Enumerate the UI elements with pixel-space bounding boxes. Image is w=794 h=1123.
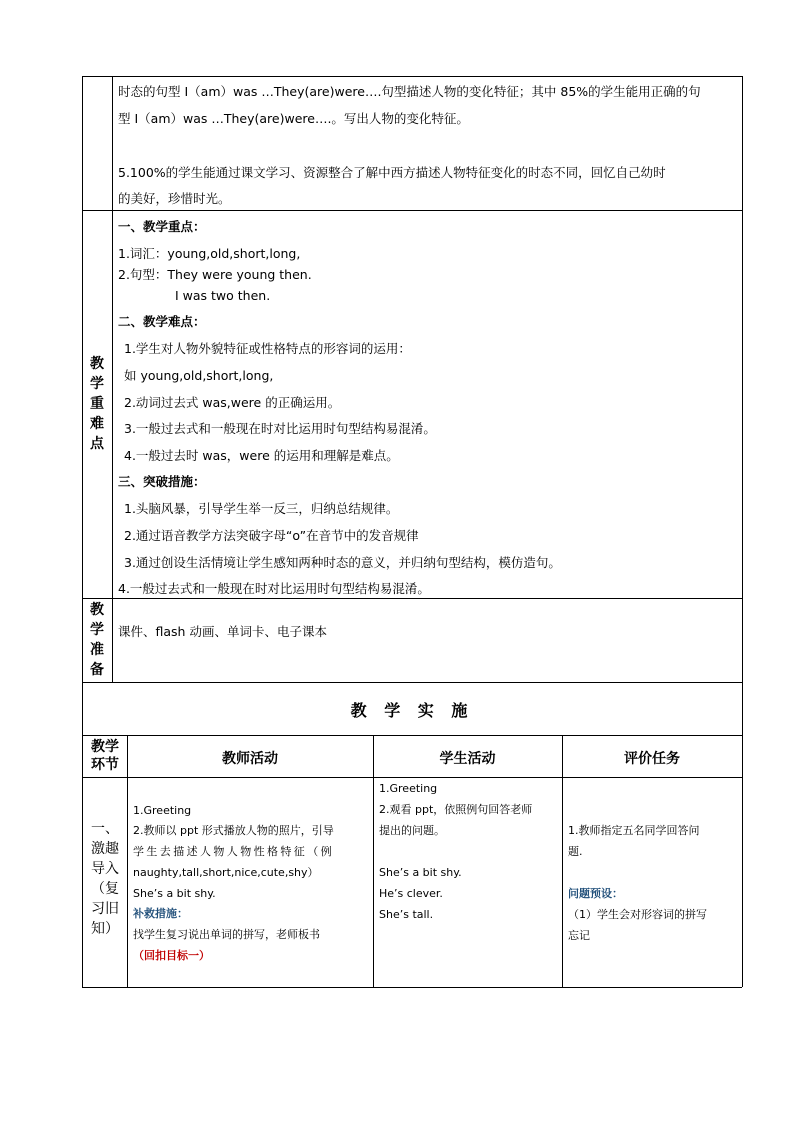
table-border: [82, 76, 83, 987]
key-difficult-label: 教 学 重 难 点: [90, 356, 104, 452]
table-border: [82, 987, 742, 988]
eval-task: 忘记: [568, 929, 590, 942]
measure-item: 3.通过创设生活情境让学生感知两种时态的意义，并归纳句型结构，模仿造句。: [124, 555, 561, 570]
measure-item: 4.一般过去式和一般现在时对比运用时句型结构易混淆。: [118, 581, 430, 596]
table-border: [82, 735, 742, 736]
student-activity: She’s tall.: [379, 908, 434, 921]
student-activity: 1.Greeting: [379, 782, 438, 795]
objective-text: 的美好，珍惜时光。: [118, 191, 231, 206]
objective-text: 型 I（am）was …They(are)were….。写出人物的变化特征。: [118, 111, 469, 126]
difficult-point: 2.动词过去式 was,were 的正确运用。: [124, 395, 341, 410]
table-border: [82, 76, 742, 77]
difficult-point: 如 young,old,short,long,: [124, 368, 274, 383]
eval-task: （1）学生会对形容词的拼写: [568, 908, 707, 921]
teacher-activity: 1.Greeting: [133, 804, 192, 817]
remedy-heading: 补救措施：: [133, 907, 188, 920]
table-border: [742, 76, 743, 987]
eval-task: 题.: [568, 845, 583, 858]
difficult-point: 3.一般过去式和一般现在时对比运用时句型结构易混淆。: [124, 421, 436, 436]
preparation-content: 课件、flash 动画、单词卡、电子课本: [118, 624, 327, 639]
student-activity: 提出的问题。: [379, 824, 445, 837]
table-border: [112, 76, 113, 682]
goal-reference: （回扣目标一）: [133, 949, 210, 962]
difficult-point: 1.学生对人物外貌特征或性格特点的形容词的运用：: [124, 341, 411, 356]
objective-text: 5.100%的学生能通过课文学习、资源整合了解中西方描述人物特征变化的时态不同，回忆自己幼时: [118, 165, 666, 180]
key-sentence: 2.句型：They were young then.: [118, 267, 312, 282]
measure-item: 2.通过语音教学方法突破字母“o”在音节中的发音规律: [124, 528, 419, 543]
preparation-label: 教 学 准 备: [90, 602, 104, 678]
eval-task: 1.教师指定五名同学回答问: [568, 824, 700, 837]
difficult-points-heading: 二、教学难点：: [118, 314, 206, 329]
col-header-teacher: 教师活动: [222, 751, 278, 767]
key-points-heading: 一、教学重点：: [118, 219, 206, 234]
table-border: [82, 682, 742, 683]
col-header-stage: 教学 环节: [91, 739, 119, 773]
key-sentence: I was two then.: [175, 288, 271, 303]
teacher-activity: She’s a bit shy.: [133, 887, 216, 900]
table-border: [82, 777, 742, 778]
key-vocab: 1.词汇：young,old,short,long,: [118, 246, 301, 261]
objective-text: 时态的句型 I（am）was …They(are)were….句型描述人物的变化特征；其中 85%的学生能用正确的句: [118, 84, 701, 99]
teacher-activity: 2.教师以 ppt 形式播放人物的照片，引导: [133, 824, 334, 837]
table-border: [373, 735, 374, 987]
table-border: [82, 210, 742, 211]
stage-cell: 一、 激趣 导入 （复 习旧 知）: [91, 821, 119, 937]
teacher-activity: naughty,tall,short,nice,cute,shy）: [133, 866, 319, 879]
teacher-activity: 学生去描述人物人物性格特征（例: [133, 845, 334, 858]
student-activity: He’s clever.: [379, 887, 443, 900]
measures-heading: 三、突破措施：: [118, 474, 206, 489]
problem-preset-heading: 问题预设：: [568, 887, 623, 900]
difficult-point: 4.一般过去时 was，were 的运用和理解是难点。: [124, 448, 399, 463]
col-header-student: 学生活动: [439, 751, 496, 767]
table-border: [127, 735, 128, 987]
col-header-eval: 评价任务: [624, 751, 680, 767]
student-activity: 2.观看 ppt，依照例句回答老师: [379, 803, 533, 816]
table-border: [82, 598, 742, 599]
measure-item: 1.头脑风暴，引导学生举一反三，归纳总结规律。: [124, 501, 399, 516]
student-activity: She’s a bit shy.: [379, 866, 462, 879]
implementation-title: 教 学 实 施: [350, 701, 474, 720]
table-border: [562, 735, 563, 987]
teacher-activity: 找学生复习说出单词的拼写，老师板书: [133, 928, 320, 941]
